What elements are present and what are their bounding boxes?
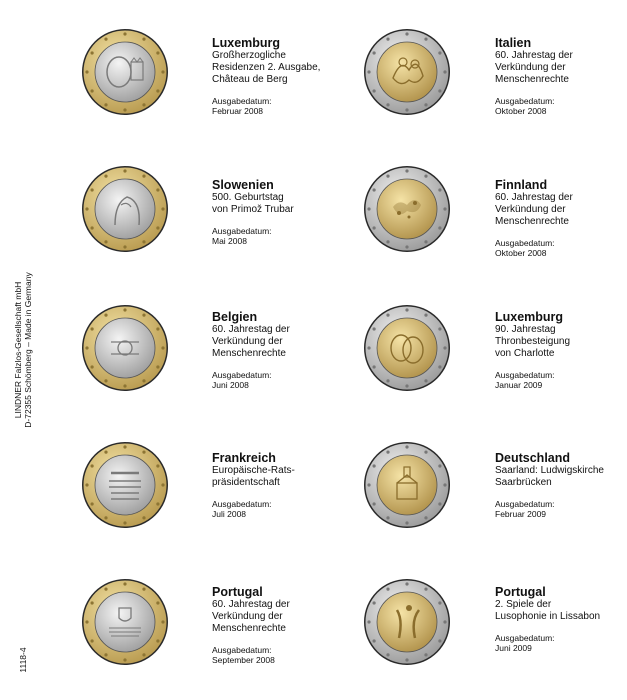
issue-date: Februar 2009 xyxy=(495,509,547,519)
imprint-line-1: LINDNER Falzlos-Gesellschaft mbH xyxy=(13,281,23,419)
coin-image-10 xyxy=(363,578,451,666)
coin-info-3 xyxy=(212,178,332,246)
imprint-line-2: D-72355 Schömberg – Made in Germany xyxy=(23,272,33,428)
coin-description: 2. Spiele der Lusophonie in Lissabon xyxy=(495,599,601,622)
coin-country: Luxemburg xyxy=(495,310,564,324)
coin-country: Portugal xyxy=(495,585,546,599)
coin-country: Italien xyxy=(495,36,532,50)
issue-date-label: Ausgabedatum: xyxy=(212,499,272,509)
coin-description: Saarland: Ludwigskirche Saarbrücken xyxy=(495,465,604,488)
coin-description: 500. Geburtstag von Primož Trubar xyxy=(212,192,294,215)
issue-date: Juli 2008 xyxy=(212,509,247,519)
issue-date-label: Ausgabedatum: xyxy=(495,633,555,643)
coin-info-7 xyxy=(212,451,332,519)
issue-date-label: Ausgabedatum: xyxy=(495,370,555,380)
coin-image-8 xyxy=(363,441,451,529)
coin-description: 60. Jahrestag der Verkündung der Menschenrechte xyxy=(495,192,573,227)
coin-country: Deutschland xyxy=(495,451,571,465)
page-code xyxy=(16,640,30,680)
coin-info-1 xyxy=(212,36,332,116)
issue-date: Februar 2008 xyxy=(212,106,264,116)
coin-description: Großherzogliche Residenzen 2. Ausgabe, Château de Berg xyxy=(212,50,321,85)
issue-date-label: Ausgabedatum: xyxy=(495,96,555,106)
coin-info-4 xyxy=(495,178,615,258)
coin-image-2 xyxy=(363,28,451,116)
coin-country: Luxemburg xyxy=(212,36,281,50)
coin-image-5 xyxy=(81,304,169,392)
issue-date: Januar 2009 xyxy=(495,380,543,390)
coin-info-8 xyxy=(495,451,615,519)
coin-country: Slowenien xyxy=(212,178,274,192)
coin-info-5 xyxy=(212,310,332,390)
issue-date-label: Ausgabedatum: xyxy=(495,499,555,509)
coin-info-10 xyxy=(495,585,615,653)
coin-image-6 xyxy=(363,304,451,392)
coin-image-3 xyxy=(81,165,169,253)
coin-image-4 xyxy=(363,165,451,253)
coin-image-7 xyxy=(81,441,169,529)
coin-description: 90. Jahrestag Thronbesteigung von Charlotte xyxy=(495,324,571,359)
coin-info-6 xyxy=(495,310,615,390)
issue-date: Juni 2009 xyxy=(495,643,532,653)
coin-country: Frankreich xyxy=(212,451,276,465)
coin-country: Portugal xyxy=(212,585,263,599)
issue-date: Oktober 2008 xyxy=(495,248,547,258)
publisher-imprint xyxy=(14,270,32,430)
issue-date: Juni 2008 xyxy=(212,380,249,390)
issue-date-label: Ausgabedatum: xyxy=(212,96,272,106)
coin-description: 60. Jahrestag der Verkündung der Menschenrechte xyxy=(495,50,573,85)
issue-date-label: Ausgabedatum: xyxy=(495,238,555,248)
coin-image-9 xyxy=(81,578,169,666)
issue-date-label: Ausgabedatum: xyxy=(212,226,272,236)
coin-info-2 xyxy=(495,36,615,116)
coin-info-9 xyxy=(212,585,332,665)
issue-date-label: Ausgabedatum: xyxy=(212,370,272,380)
issue-date: Mai 2008 xyxy=(212,236,247,246)
coin-description: 60. Jahrestag der Verkündung der Menschenrechte xyxy=(212,324,290,359)
coin-description: Europäische-Rats- präsidentschaft xyxy=(212,465,295,488)
publisher-imprint-text xyxy=(13,272,33,427)
issue-date: Oktober 2008 xyxy=(495,106,547,116)
issue-date-label: Ausgabedatum: xyxy=(212,645,272,655)
coin-description: 60. Jahrestag der Verkündung der Menschenrechte xyxy=(212,599,290,634)
coin-country: Finnland xyxy=(495,178,548,192)
coin-country: Belgien xyxy=(212,310,258,324)
coin-image-1 xyxy=(81,28,169,116)
issue-date: September 2008 xyxy=(212,655,275,665)
page-code-text: 1118-4 xyxy=(18,647,28,673)
